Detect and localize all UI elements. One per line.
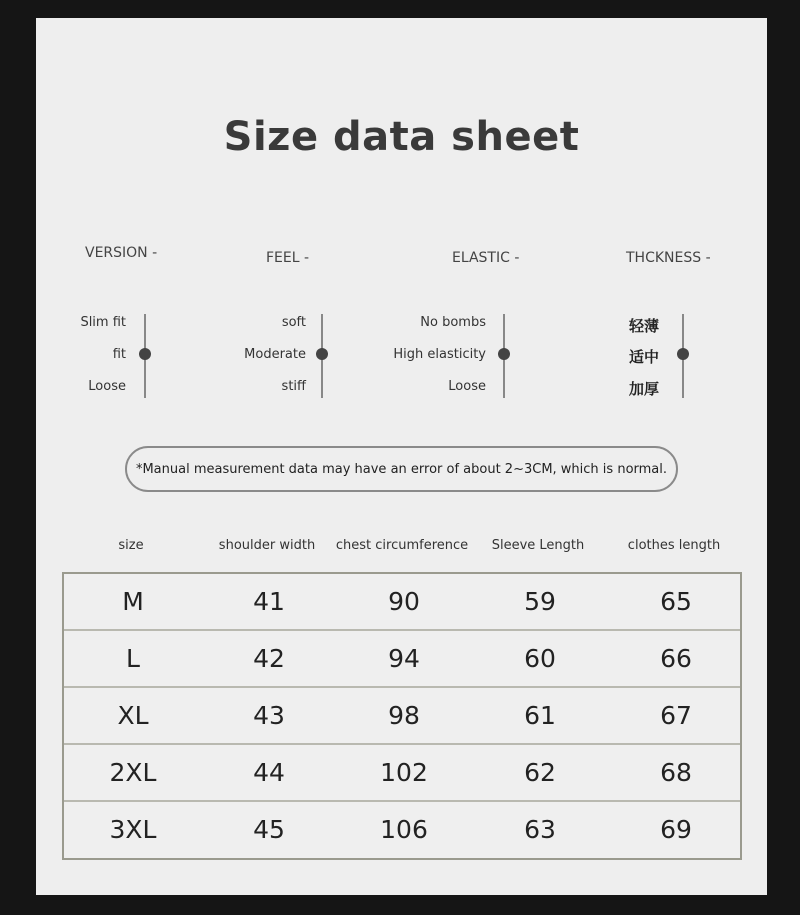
column-header-shoulder-width: shoulder width bbox=[218, 538, 316, 553]
feel-heading: FEEL - bbox=[266, 250, 310, 266]
table-cell: 69 bbox=[660, 815, 692, 844]
elastic-heading: ELASTIC - bbox=[452, 250, 520, 266]
version-option-fit: fit bbox=[112, 347, 126, 362]
version-heading: VERSION - bbox=[85, 245, 158, 261]
page-title: Size data sheet bbox=[223, 114, 580, 160]
table-cell: 3XL bbox=[109, 815, 157, 844]
column-header-chest-circumference: chest circumference bbox=[335, 538, 469, 553]
table-row bbox=[64, 688, 740, 745]
thickness-heading: THCKNESS - bbox=[626, 250, 711, 266]
feel-option-stiff: stiff bbox=[281, 379, 306, 394]
feel-option-soft: soft bbox=[281, 315, 306, 330]
table-row bbox=[64, 574, 740, 631]
table-cell: 67 bbox=[660, 701, 692, 730]
elastic-option-loose: Loose bbox=[448, 379, 486, 394]
table-cell: 68 bbox=[660, 758, 692, 787]
table-cell: 63 bbox=[524, 815, 556, 844]
table-cell: 59 bbox=[524, 587, 556, 616]
table-cell: M bbox=[122, 587, 144, 616]
feel-indicator-dot bbox=[316, 348, 328, 360]
table-cell: 90 bbox=[388, 587, 420, 616]
table-cell: 94 bbox=[388, 644, 420, 673]
table-cell: 102 bbox=[380, 758, 428, 787]
table-cell: 106 bbox=[380, 815, 428, 844]
thickness-option-thick: 加厚 bbox=[629, 380, 660, 398]
size-table bbox=[62, 572, 742, 860]
elastic-option-high-elasticity: High elasticity bbox=[393, 347, 486, 362]
elastic-option-no-bombs: No bombs bbox=[420, 315, 486, 330]
table-row bbox=[64, 631, 740, 688]
table-cell: XL bbox=[117, 701, 149, 730]
table-row bbox=[64, 802, 740, 859]
measurement-note bbox=[125, 446, 678, 492]
table-row bbox=[64, 745, 740, 802]
table-cell: 44 bbox=[253, 758, 285, 787]
measurement-note-text: *Manual measurement data may have an error of about 2~3CM, which is normal. bbox=[135, 461, 668, 477]
column-header-clothes-length: clothes length bbox=[627, 538, 721, 553]
column-header-sleeve-length: Sleeve Length bbox=[491, 538, 585, 553]
table-cell: 66 bbox=[660, 644, 692, 673]
thickness-option-moderate: 适中 bbox=[629, 348, 660, 366]
table-cell: 2XL bbox=[109, 758, 157, 787]
table-cell: 45 bbox=[253, 815, 285, 844]
table-cell: 65 bbox=[660, 587, 692, 616]
table-cell: 61 bbox=[524, 701, 556, 730]
feel-option-moderate: Moderate bbox=[244, 347, 306, 362]
column-header-size: size bbox=[118, 538, 144, 553]
table-cell: 41 bbox=[253, 587, 285, 616]
thickness-indicator-dot bbox=[677, 348, 689, 360]
table-cell: L bbox=[126, 644, 140, 673]
version-indicator-dot bbox=[139, 348, 151, 360]
table-cell: 98 bbox=[388, 701, 420, 730]
size-data-sheet bbox=[36, 18, 767, 895]
version-option-slim-fit: Slim fit bbox=[80, 315, 126, 330]
table-cell: 62 bbox=[524, 758, 556, 787]
table-cell: 60 bbox=[524, 644, 556, 673]
table-cell: 43 bbox=[253, 701, 285, 730]
table-cell: 42 bbox=[253, 644, 285, 673]
version-option-loose: Loose bbox=[88, 379, 126, 394]
thickness-option-thin: 轻薄 bbox=[629, 317, 660, 335]
elastic-indicator-dot bbox=[498, 348, 510, 360]
